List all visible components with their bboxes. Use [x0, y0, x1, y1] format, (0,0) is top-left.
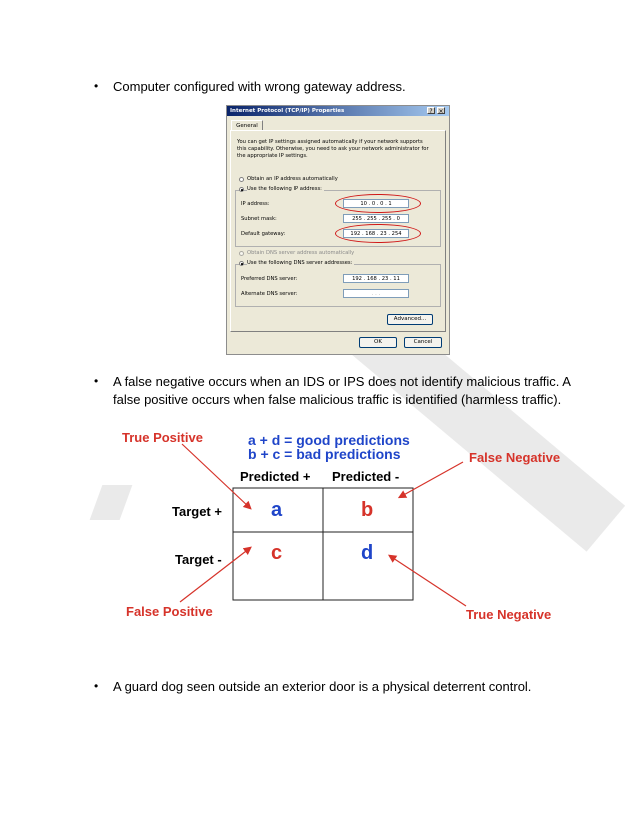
default-gateway-label: Default gateway:: [241, 231, 286, 237]
predicted-minus-header: Predicted -: [332, 469, 400, 484]
radio-obtain-dns-auto[interactable]: [239, 251, 244, 256]
desc-line: this capability. Otherwise, you need to ask your network administrator for: [237, 145, 429, 152]
radio-obtain-dns-auto-label: Obtain DNS server address automatically: [247, 250, 355, 256]
confusion-matrix-figure: [100, 420, 580, 635]
bullet-text-line2: false positive occurs when false malicious traffic is identified (harmless traffic).: [113, 392, 562, 407]
radio-obtain-ip-auto[interactable]: [239, 177, 244, 182]
subnet-mask-label: Subnet mask:: [241, 216, 277, 222]
false-negative-label: False Negative: [469, 450, 561, 465]
cell-a: a: [271, 499, 283, 521]
radio-use-ip[interactable]: [239, 187, 244, 192]
cell-c: c: [271, 542, 283, 564]
arrow-false-negative: [400, 462, 463, 497]
predicted-plus-header: Predicted +: [240, 469, 311, 484]
ip-address-input[interactable]: 10 . 0 . 0 . 1: [343, 199, 409, 208]
radio-obtain-ip-auto-label: Obtain an IP address automatically: [247, 176, 338, 182]
bullet-symbol: •: [94, 374, 99, 388]
good-predictions-label: a + d = good predictions: [248, 432, 410, 448]
radio-use-dns-label: Use the following DNS server addresses:: [247, 260, 353, 266]
dialog-title: Internet Protocol (TCP/IP) Properties: [227, 106, 449, 116]
cell-b: b: [361, 499, 374, 521]
target-minus-label: Target -: [175, 552, 222, 567]
subnet-mask-input[interactable]: 255 . 255 . 255 . 0: [343, 214, 409, 223]
bullet-text-line1: A false negative occurs when an IDS or IPS does not identify malicious traffic. A: [113, 374, 571, 389]
ok-button[interactable]: OK: [359, 337, 397, 348]
ip-address-highlight: [335, 194, 421, 213]
bullet-text: Computer configured with wrong gateway address.: [113, 79, 406, 94]
radio-use-dns[interactable]: [239, 261, 244, 266]
close-button[interactable]: ×: [438, 108, 444, 115]
desc-line: You can get IP settings assigned automatically if your network supports: [237, 139, 423, 145]
tcpip-properties-dialog: [226, 105, 450, 355]
preferred-dns-input[interactable]: 192 . 168 . 23 . 11: [343, 274, 409, 283]
radio-use-ip-label: Use the following IP address:: [247, 186, 322, 192]
true-negative-label: True Negative: [466, 607, 552, 622]
bullet-text: A guard dog seen outside an exterior door is a physical deterrent control.: [113, 679, 532, 694]
settings-description: [237, 139, 437, 159]
cancel-button[interactable]: Cancel: [404, 337, 442, 348]
alternate-dns-label: Alternate DNS server:: [241, 291, 298, 297]
cell-d: d: [361, 542, 374, 564]
default-gateway-input[interactable]: 192 . 168 . 23 . 254: [343, 229, 409, 238]
arrow-true-negative: [390, 556, 466, 606]
false-positive-label: False Positive: [126, 604, 213, 619]
gateway-highlight: [335, 224, 421, 243]
ip-address-label: IP address:: [241, 201, 270, 207]
bad-predictions-label: b + c = bad predictions: [248, 446, 401, 462]
bullet-symbol: •: [94, 679, 99, 693]
help-button[interactable]: ?: [427, 107, 435, 114]
true-positive-label: True Positive: [122, 430, 203, 445]
advanced-button[interactable]: Advanced...: [387, 314, 433, 325]
desc-line: the appropriate IP settings.: [237, 152, 308, 159]
preferred-dns-label: Preferred DNS server:: [241, 276, 298, 282]
tab-general[interactable]: General: [231, 120, 263, 131]
bullet-symbol: •: [94, 79, 99, 93]
target-plus-label: Target +: [172, 504, 222, 519]
alternate-dns-input[interactable]: . . .: [343, 289, 409, 298]
dns-settings-group: [235, 264, 441, 307]
